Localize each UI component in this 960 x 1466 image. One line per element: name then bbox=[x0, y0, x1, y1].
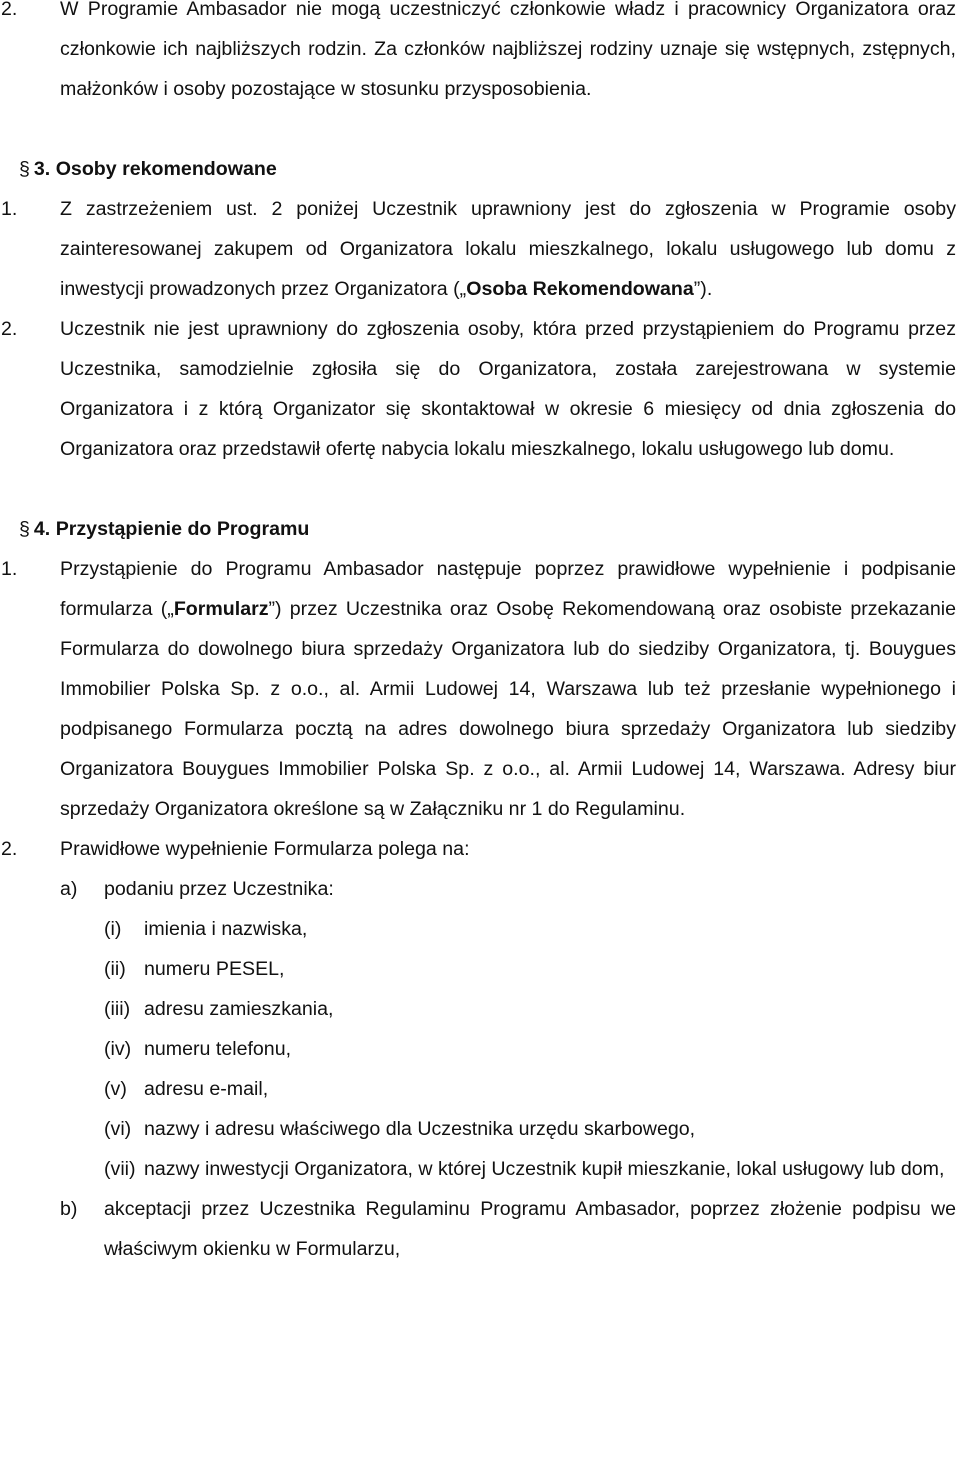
section-heading-3 bbox=[0, 149, 956, 189]
paragraph-number: 2. bbox=[1, 318, 18, 340]
sub-list-label: (iv) bbox=[104, 1038, 132, 1060]
paragraph-2-2 bbox=[0, 0, 956, 109]
sub-list-label: (ii) bbox=[104, 958, 126, 980]
paragraph-text-end: ”) przez Uczestnika oraz Osobę Rekomendowaną oraz osobiste przekazanie Formularza do dowolnego biura sprzedaży Organizatora lub do siedziby Organizatora, tj. Bouygues Immobilier Polska Sp. z o.o., al. Armii Ludowej 14, Warszawa lub też przesłanie wypełnionego i podpisanego Formularza pocztą na adres dowolnego biura sprzedaży Organizatora lub siedziby Organizatora Bouygues Immobilier Polska Sp. z o.o., al. Armii Ludowej 14, Warszawa. Adresy biur sprzedaży Organizatora określone są w Załączniku nr 1 do Regulaminu. bbox=[60, 598, 956, 820]
section-title: 4. Przystąpienie do Programu bbox=[33, 518, 310, 540]
sub-list-text: adresu e-mail, bbox=[144, 1078, 269, 1100]
sub-list-label: (vi) bbox=[104, 1118, 132, 1140]
sub-list-item bbox=[0, 1109, 956, 1149]
paragraph-text: Z zastrzeżeniem ust. 2 poniżej Uczestnik uprawniony jest do zgłoszenia w Programie osoby zainteresowanej zakupem od Organizatora lokalu mieszkalnego, lokalu usługowego lub domu z inwestycji prowadzonych przez Organizatora („ bbox=[60, 198, 956, 300]
sub-list-text: numeru telefonu, bbox=[144, 1038, 292, 1060]
sub-list-text: nazwy i adresu właściwego dla Uczestnika urzędu skarbowego, bbox=[144, 1118, 696, 1140]
sub-list-text: numeru PESEL, bbox=[144, 958, 285, 980]
sub-list-label: (v) bbox=[104, 1078, 127, 1100]
list-label: a) bbox=[60, 878, 78, 900]
sub-list-label: (vii) bbox=[104, 1158, 136, 1180]
sub-list-item bbox=[0, 1149, 956, 1189]
defined-term: Osoba Rekomendowana bbox=[466, 278, 694, 300]
paragraph-4-2 bbox=[0, 829, 956, 869]
list-label: b) bbox=[60, 1198, 78, 1220]
sub-list-label: (i) bbox=[104, 918, 122, 940]
defined-term: Formularz bbox=[173, 598, 269, 620]
sub-list-text: imienia i nazwiska, bbox=[144, 918, 308, 940]
list-text: podaniu przez Uczestnika: bbox=[104, 878, 334, 900]
section-title: 3. Osoby rekomendowane bbox=[33, 158, 277, 180]
list-item-b bbox=[0, 1189, 956, 1269]
sub-list-text: nazwy inwestycji Organizatora, w której Uczestnik kupił mieszkanie, lokal usługowy lub dom, bbox=[144, 1158, 945, 1180]
paragraph-text: Przystąpienie do Programu Ambasador następuje poprzez prawidłowe wypełnienie i podpisanie formularza („ bbox=[60, 558, 956, 620]
paragraph-text-end: ”). bbox=[693, 278, 713, 300]
paragraph-3-2 bbox=[0, 309, 956, 469]
sub-list-item bbox=[0, 1029, 956, 1069]
paragraph-number: 1. bbox=[1, 198, 18, 220]
list-text: akceptacji przez Uczestnika Regulaminu Programu Ambasador, poprzez złożenie podpisu we właściwym okienku w Formularzu, bbox=[104, 1198, 956, 1260]
paragraph-number: 2. bbox=[1, 0, 18, 20]
paragraph-3-1 bbox=[0, 189, 956, 309]
sub-list-label: (iii) bbox=[104, 998, 131, 1020]
paragraph-text: Uczestnik nie jest uprawniony do zgłoszenia osoby, która przed przystąpieniem do Programu przez Uczestnika, samodzielnie zgłosiła się do Organizatora, została zarejestrowana w systemie Organizatora i z którą Organizator się skontaktował w okresie 6 miesięcy od dnia zgłoszenia do Organizatora oraz przedstawił ofertę nabycia lokalu mieszkalnego, lokalu usługowego lub domu. bbox=[60, 318, 956, 460]
paragraph-number: 2. bbox=[1, 838, 18, 860]
section-sign: § bbox=[19, 158, 30, 180]
paragraph-4-1 bbox=[0, 549, 956, 829]
sub-list-item bbox=[0, 1069, 956, 1109]
paragraph-text: W Programie Ambasador nie mogą uczestniczyć członkowie władz i pracownicy Organizatora oraz członkowie ich najbliższych rodzin. Za członków najbliższej rodziny uznaje się wstępnych, zstępnych, małżonków i osoby pozostające w stosunku przysposobienia. bbox=[60, 0, 956, 100]
sub-list-item bbox=[0, 949, 956, 989]
section-heading-4 bbox=[0, 509, 956, 549]
list-item-a bbox=[0, 869, 956, 909]
paragraph-number: 1. bbox=[1, 558, 18, 580]
paragraph-text: Prawidłowe wypełnienie Formularza polega na: bbox=[60, 838, 470, 860]
sub-list-text: adresu zamieszkania, bbox=[144, 998, 334, 1020]
sub-list-item bbox=[0, 909, 956, 949]
section-sign: § bbox=[19, 518, 30, 540]
sub-list-item bbox=[0, 989, 956, 1029]
